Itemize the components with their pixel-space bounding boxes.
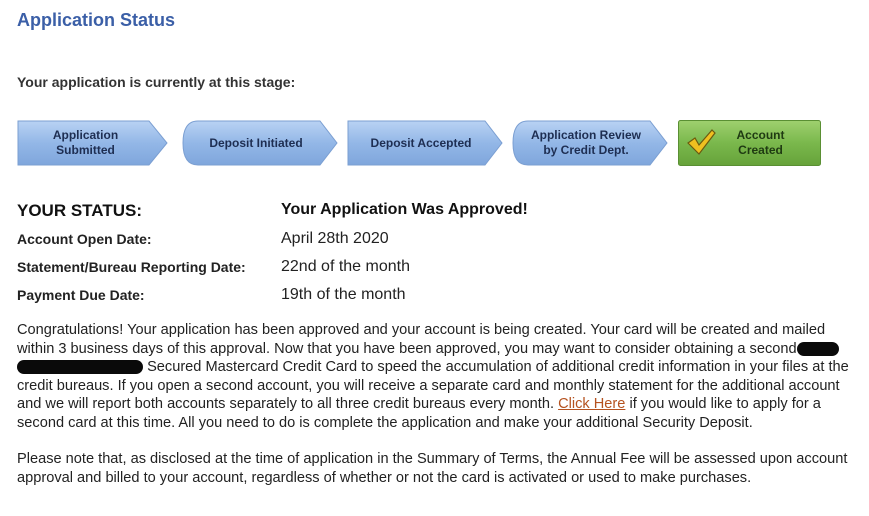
redaction-mark [797,342,839,356]
statement-reporting-date-label: Statement/Bureau Reporting Date: [17,259,246,275]
status-heading-label: YOUR STATUS: [17,201,142,220]
step-label: Deposit Accepted [370,135,472,150]
payment-due-date-label: Payment Due Date: [17,287,145,303]
account-open-date-label: Account Open Date: [17,231,152,247]
approval-message [17,321,857,432]
stage-intro-text: Your application is currently at this stage: [17,74,296,90]
click-here-link[interactable]: Click Here [558,396,626,412]
progress-step-deposit-accepted [347,120,503,166]
payment-due-date-value: 19th of the month [281,286,406,303]
approval-message-text-1: Congratulations! Your application has been approved and your account is being created. Your card will be created and mailed within 3 business days of this approval. Now that you have been approved, you may want to consider obtaining a second [17,322,826,357]
approval-message-text-3: if you would like to apply for a second card at this time. All you need to do is complete the application and make your additional Security Deposit. [17,396,821,431]
status-heading-value: Your Application Was Approved! [281,201,528,218]
step-label: Application Submitted [52,128,119,157]
progress-step-account-created [678,120,821,166]
progress-step-application-review [512,120,668,166]
step-label: Account Created [736,128,785,157]
checkmark-icon [686,128,716,156]
progress-step-application-submitted [17,120,168,166]
step-label: Deposit Initiated [209,135,303,150]
redaction-mark [17,360,143,374]
statement-reporting-date-value: 22nd of the month [281,258,410,275]
progress-step-deposit-initiated [182,120,338,166]
approval-message-text-2: Secured Mastercard Credit Card to speed the accumulation of additional credit information in your files at the credit bureaus. If you open a second account, you will receive a separate card and monthly statement for the additional account and we will report both accounts separately to all three credit bureaus every month. [17,359,849,412]
account-open-date-value: April 28th 2020 [281,230,389,247]
step-label: Application Review by Credit Dept. [530,128,642,157]
page-title: Application Status [17,10,176,30]
annual-fee-notice: Please note that, as disclosed at the time of application in the Summary of Terms, the Annual Fee will be assessed upon account approval and billed to your account, regardless of whether or not the card is activated or used to make purchases. [17,451,848,486]
